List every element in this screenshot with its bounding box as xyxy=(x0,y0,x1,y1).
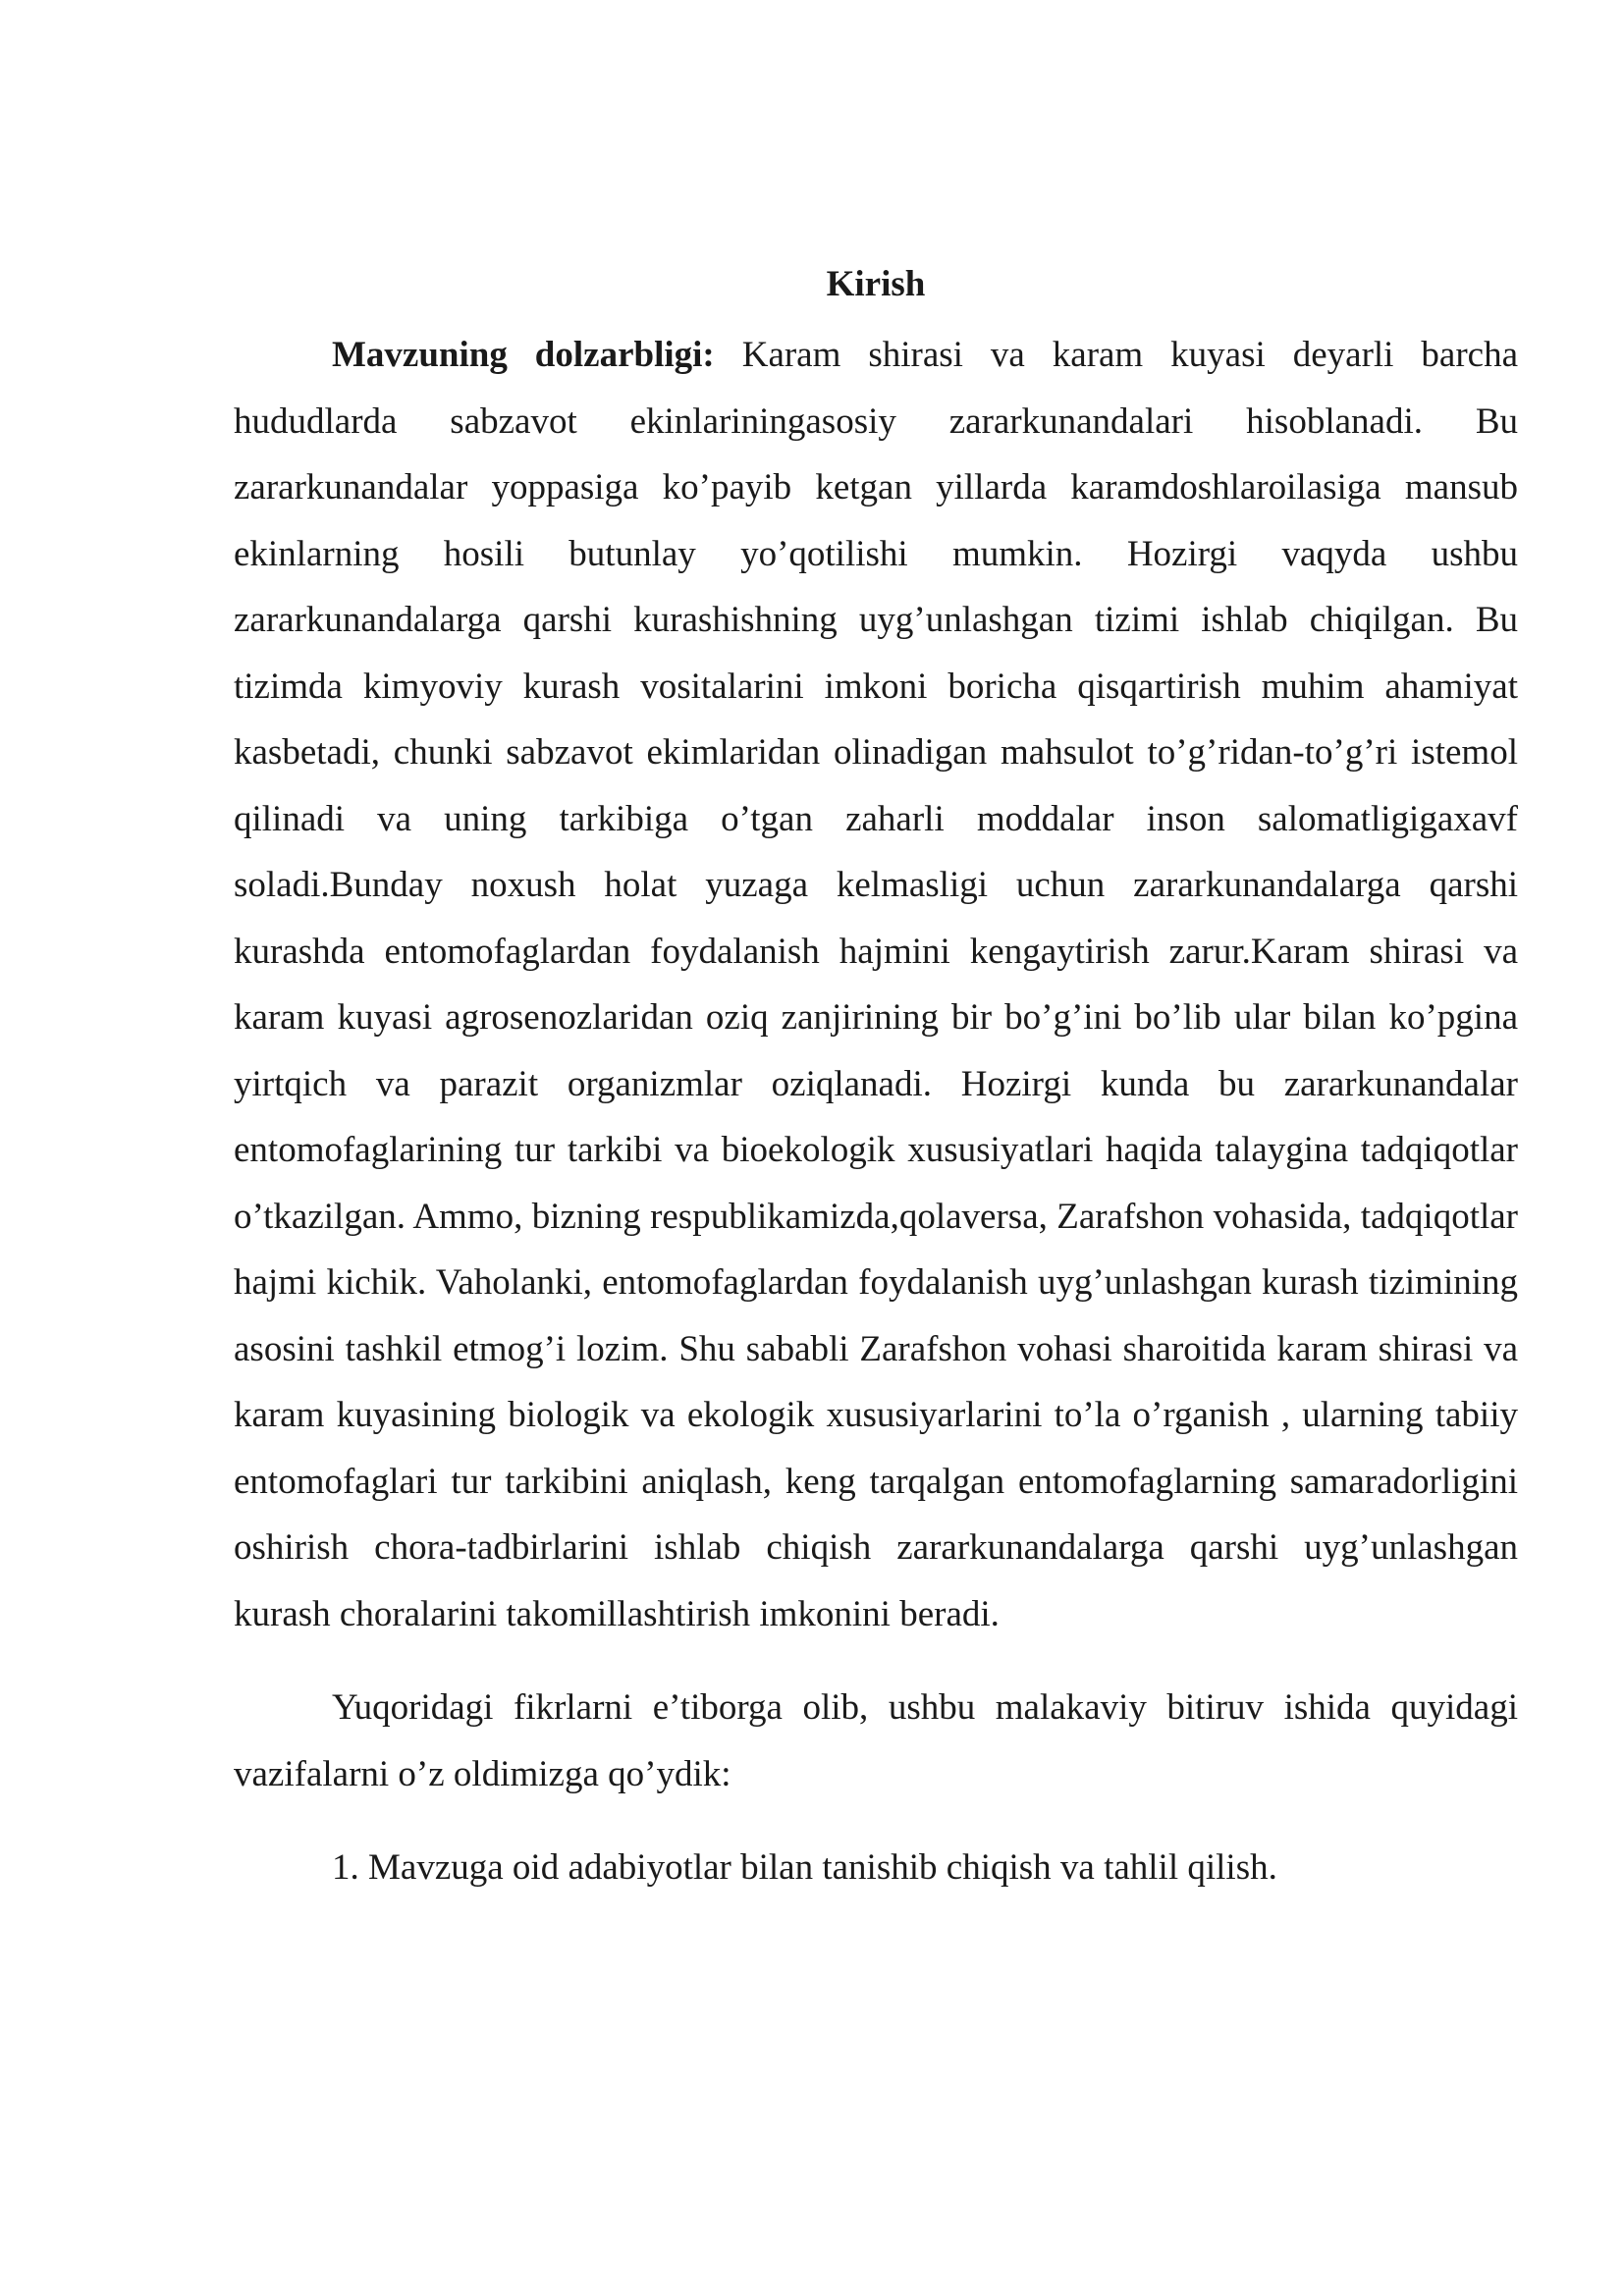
relevance-lead: Mavzuning dolzarbligi: xyxy=(332,335,715,375)
document-body xyxy=(234,257,1518,1901)
task-list-item-1: 1. Mavzuga oid adabiyotlar bilan tanishib chiqish va tahlil qilish. xyxy=(332,1847,1277,1888)
relevance-paragraph xyxy=(234,322,1518,1647)
relevance-text: Karam shirasi va karam kuyasi deyarli barcha hududlarda sabzavot ekinlariningasosiy zararkunandalari hisoblanadi. Bu zararkunandalar yoppasiga ko’payib ketgan yillarda karamdoshlaroilasiga mansub ekinlarning hosili butunlay yo’qotilishi mumkin. Hozirgi vaqyda ushbu zararkunandalarga qarshi kurashishning uyg’unlashgan tizimi ishlab chiqilgan. Bu tizimda kimyoviy kurash vositalarini imkoni boricha qisqartirish muhim ahamiyat kasbetadi, chunki sabzavot ekimlaridan olinadigan mahsulot to’g’ridan-to’g’ri istemol qilinadi va uning tarkibiga o’tgan zaharli moddalar inson salomatligigaxavf soladi.Bunday noxush holat yuzaga kelmasligi uchun zararkunandalarga qarshi kurashda entomofaglardan foydalanish hajmini kengaytirish zarur.Karam shirasi va karam kuyasi agrosenozlaridan oziq zanjirining bir bo’g’ini bo’lib ular bilan ko’pgina yirtqich va parazit organizmlar oziqlanadi. Hozirgi kunda bu zararkunandalar entomofaglarining tur tarkibi va bioekologik xususiyatlari haqida talaygina tadqiqotlar o’tkazilgan. Ammo, bizning respublikamizda,qolaversa, Zarafshon vohasida, tadqiqotlar hajmi kichik. Vaholanki, entomofaglardan foydalanish uyg’unlashgan kurash tizimining asosini tashkil etmog’i lozim. Shu sababli Zarafshon vohasi sharoitida karam shirasi va karam kuyasining biologik va ekologik xususiyarlarini to’la o’rganish , ularning tabiiy entomofaglari tur tarkibini aniqlash, keng tarqalgan entomofaglarning samaradorligini oshirish chora-tadbirlarini ishlab chiqish zararkunandalarga qarshi uyg’unlashgan kurash choralarini takomillashtirish imkonini beradi. xyxy=(234,335,1518,1634)
tasks-intro-paragraph: Yuqoridagi fikrlarni e’tiborga olib, ushbu malakaviy bitiruv ishida quyidagi vazifalarni o’z oldimizga qo’ydik: xyxy=(234,1687,1518,1794)
page-title: Kirish xyxy=(826,264,926,304)
